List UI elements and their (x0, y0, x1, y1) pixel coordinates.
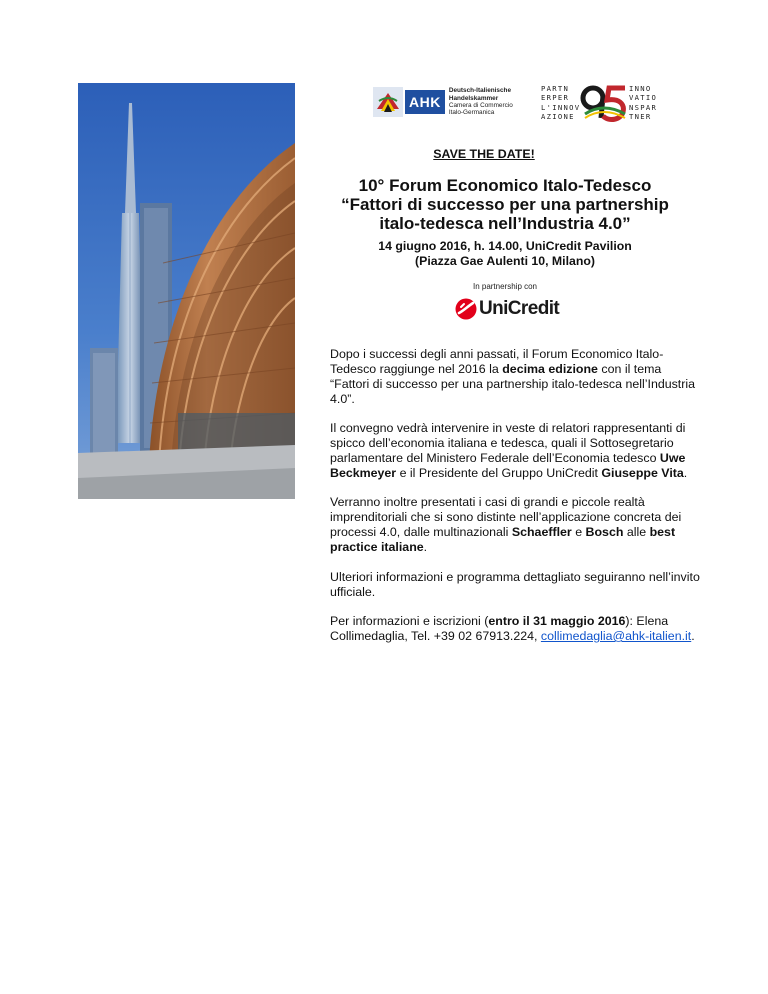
paragraph-speakers: Il convegno vedrà intervenire in veste di relatori rappresentanti di spicco dell’economia italiana e tedesca, quali il Sottosegretario parlamentare del Ministero Federale dell’Economia tedesco Uwe Beckmeyer e il Presidente del Gruppo UniCredit Giuseppe Vita. (330, 421, 688, 480)
unicredit-logo (455, 297, 570, 321)
ahk-emblem-icon (373, 87, 403, 117)
unicredit-mark-icon (455, 298, 477, 320)
anniversary-95-icon (579, 84, 629, 122)
event-info (352, 239, 658, 269)
event-date: 14 giugno 2016, h. 14.00, UniCredit Pavilion (378, 239, 632, 253)
event-title-line1: 10° Forum Economico Italo-Tedesco (358, 176, 652, 195)
paragraph-cases: Verranno inoltre presentati i casi di grandi e piccole realtà imprenditoriali che si sono distinte nell’applicazione concreta dei processi 4.0, dalle multinazionali Schaeffler e Bosch alle best practice italiane. (330, 495, 682, 555)
partnership-label: In partnership con (472, 282, 538, 291)
body-text (330, 347, 700, 658)
unicredit-wordmark: UniCredit (479, 298, 560, 319)
ahk-chamber-name: Deutsch-Italienische Handelskammer Camera di Commercio Italo-Germanica (448, 87, 513, 117)
paragraph-contact: Per informazioni e iscrizioni (entro il 31 maggio 2016): Elena Collimedaglia, Tel. +39 02 67913.224, collimedaglia@ahk-italien.it. (330, 614, 695, 643)
ahk-logo (373, 84, 527, 120)
contact-email-link[interactable]: collimedaglia@ahk-italien.it (540, 628, 692, 643)
anniversary-logo (541, 84, 682, 122)
paragraph-further-info: Ulteriori informazioni e programma dettagliato seguiranno nell’invito ufficiale. (330, 569, 700, 599)
pavilion-photo (78, 83, 295, 499)
event-title-line2: “Fattori di successo per una partnership italo-tedesca nell’Industria 4.0” (341, 195, 669, 233)
paragraph-intro: Dopo i successi degli anni passati, il Forum Economico Italo-Tedesco raggiunge nel 2016 la decima edizione con il tema “Fattori di successo per una partnership italo-tedesca nell’Industria 4.0”. (330, 347, 696, 406)
ahk-badge: AHK (405, 90, 445, 114)
anniversary-left-text: PARTN ERPER L'INNOV AZIONE (541, 84, 581, 121)
anniversary-right-text: INNO VATIO NSPAR TNER (629, 84, 658, 121)
event-address: (Piazza Gae Aulenti 10, Milano) (415, 254, 595, 268)
save-the-date: SAVE THE DATE! (433, 147, 535, 161)
event-title (330, 176, 680, 233)
